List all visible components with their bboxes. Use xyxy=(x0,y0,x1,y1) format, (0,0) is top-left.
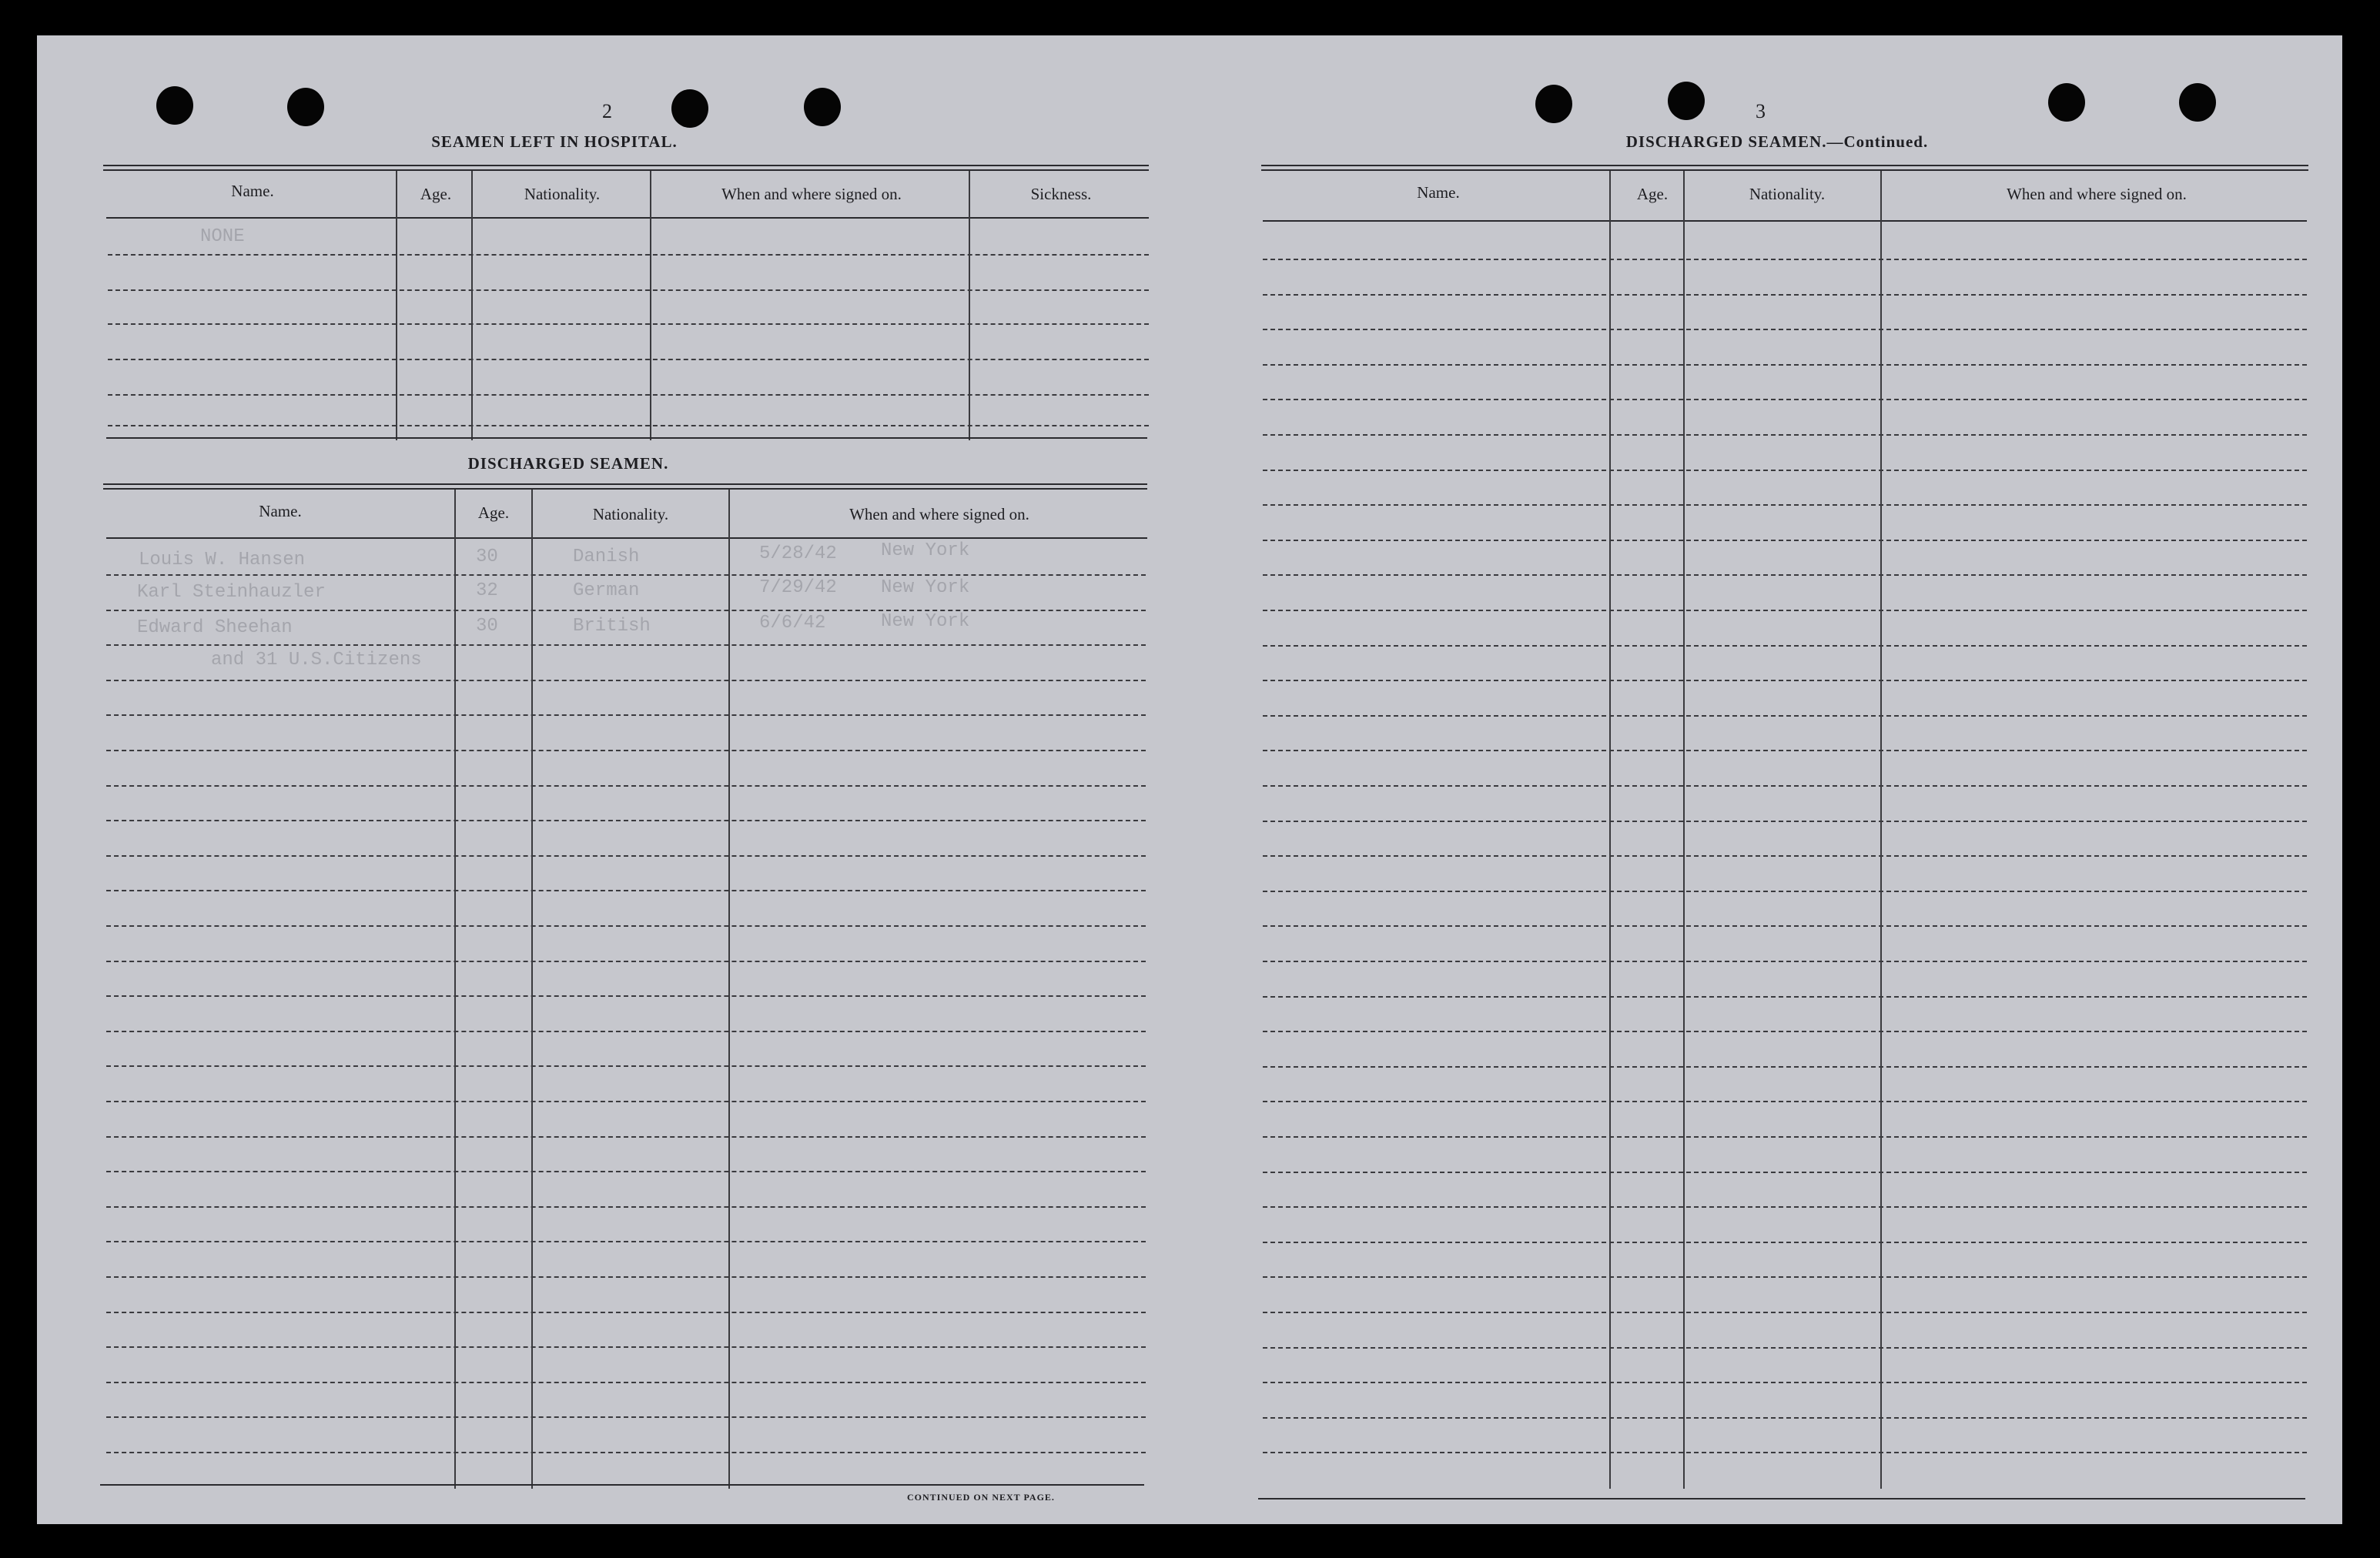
seaman-signed-on-date: 7/29/42 xyxy=(759,577,837,598)
page-bottom-rule xyxy=(1258,1498,2305,1499)
column-header-sickness: Sickness. xyxy=(1030,185,1092,203)
row-line xyxy=(1263,1206,2307,1208)
discharged-section-title: DISCHARGED SEAMEN. xyxy=(467,454,669,473)
column-header-signed-on: When and where signed on. xyxy=(849,505,1029,523)
hospital-entry-name: NONE xyxy=(200,226,245,247)
title-rule xyxy=(1261,169,2308,171)
row-line xyxy=(106,680,1146,681)
punch-hole xyxy=(804,88,841,126)
column-header-name: Name. xyxy=(259,502,302,520)
title-rule xyxy=(103,165,1149,166)
row-line xyxy=(106,644,1146,646)
row-line xyxy=(106,1065,1146,1067)
hospital-section-title: SEAMEN LEFT IN HOSPITAL. xyxy=(431,132,678,151)
page-bottom-rule xyxy=(100,1484,1144,1486)
row-line xyxy=(1263,399,2307,400)
row-line xyxy=(1263,1347,2307,1349)
column-header-name: Name. xyxy=(231,182,274,200)
row-line xyxy=(1263,1276,2307,1278)
seaman-nationality: German xyxy=(573,580,640,601)
punch-hole xyxy=(156,86,193,125)
row-line xyxy=(1263,1382,2307,1383)
column-divider xyxy=(728,490,730,1489)
seaman-summary-note: and 31 U.S.Citizens xyxy=(211,650,422,670)
row-line xyxy=(1263,1066,2307,1068)
column-divider xyxy=(471,171,473,440)
row-line xyxy=(106,961,1146,962)
title-rule xyxy=(1261,165,2308,166)
row-line xyxy=(106,1171,1146,1172)
row-line xyxy=(106,995,1146,997)
column-header-nationality: Nationality. xyxy=(1749,185,1826,203)
column-header-nationality: Nationality. xyxy=(524,185,601,203)
title-rule xyxy=(103,483,1147,485)
row-line xyxy=(1263,294,2307,296)
title-rule xyxy=(103,488,1147,490)
row-line xyxy=(106,714,1146,716)
seaman-nationality: British xyxy=(573,616,651,637)
punch-hole xyxy=(671,89,708,128)
header-rule xyxy=(1263,220,2307,222)
row-line xyxy=(106,1416,1146,1418)
section-bottom-rule xyxy=(106,437,1147,439)
row-line xyxy=(1263,329,2307,330)
column-header-age: Age. xyxy=(420,185,452,203)
row-line xyxy=(1263,504,2307,506)
row-line xyxy=(106,574,1146,576)
row-line xyxy=(1263,540,2307,541)
header-rule xyxy=(106,537,1147,539)
column-divider xyxy=(1609,171,1611,1489)
row-line xyxy=(108,359,1149,360)
row-line xyxy=(106,890,1146,891)
punch-hole xyxy=(2048,83,2085,122)
row-line xyxy=(106,925,1146,927)
row-line xyxy=(106,785,1146,787)
seaman-name: Karl Steinhauzler xyxy=(137,582,326,603)
row-line xyxy=(1263,821,2307,822)
row-line xyxy=(1263,996,2307,998)
discharged-continued-title: DISCHARGED SEAMEN.—Continued. xyxy=(1625,132,1929,151)
row-line xyxy=(1263,1452,2307,1453)
seaman-signed-on-date: 6/6/42 xyxy=(759,613,826,634)
row-line xyxy=(1263,855,2307,857)
column-divider xyxy=(1683,171,1685,1489)
row-line xyxy=(106,1312,1146,1313)
row-line xyxy=(106,855,1146,857)
row-line xyxy=(106,610,1146,611)
column-divider xyxy=(531,490,533,1489)
punch-hole xyxy=(287,88,324,126)
punch-hole xyxy=(1535,85,1572,123)
seaman-name: Louis W. Hansen xyxy=(139,550,306,570)
row-line xyxy=(1263,680,2307,681)
row-line xyxy=(1263,891,2307,892)
row-line xyxy=(1263,645,2307,647)
row-line xyxy=(106,1452,1146,1453)
page-number: 2 xyxy=(602,100,612,122)
column-divider xyxy=(969,171,970,440)
column-header-age: Age. xyxy=(1636,185,1669,203)
row-line xyxy=(106,1346,1146,1348)
seaman-age: 30 xyxy=(476,547,498,567)
seaman-age: 30 xyxy=(476,616,498,637)
row-line xyxy=(106,1031,1146,1032)
row-line xyxy=(106,1101,1146,1102)
continued-note: CONTINUED ON NEXT PAGE. xyxy=(907,1492,1055,1503)
seaman-signed-on-place: New York xyxy=(881,611,970,632)
row-line xyxy=(106,750,1146,751)
punch-hole xyxy=(1668,82,1705,120)
row-line xyxy=(1263,1172,2307,1173)
row-line xyxy=(1263,1101,2307,1102)
row-line xyxy=(106,1276,1146,1278)
row-line xyxy=(1263,574,2307,576)
row-line xyxy=(108,254,1149,256)
row-line xyxy=(108,394,1149,396)
row-line xyxy=(1263,715,2307,717)
column-divider xyxy=(454,490,456,1489)
row-line xyxy=(1263,610,2307,611)
seaman-signed-on-date: 5/28/42 xyxy=(759,543,837,564)
row-line xyxy=(1263,1031,2307,1032)
punch-hole xyxy=(2179,83,2216,122)
row-line xyxy=(106,820,1146,821)
row-line xyxy=(1263,434,2307,436)
row-line xyxy=(1263,961,2307,962)
row-line xyxy=(1263,364,2307,366)
row-line xyxy=(106,1136,1146,1138)
column-divider xyxy=(396,171,397,440)
row-line xyxy=(1263,785,2307,787)
row-line xyxy=(1263,259,2307,260)
row-line xyxy=(1263,470,2307,471)
page-number: 3 xyxy=(1756,100,1766,122)
row-line xyxy=(1263,1417,2307,1419)
column-header-signed-on: When and where signed on. xyxy=(721,185,902,203)
row-line xyxy=(1263,1242,2307,1243)
document-sheet xyxy=(37,35,2342,1524)
seaman-signed-on-place: New York xyxy=(881,540,970,561)
row-line xyxy=(106,1382,1146,1383)
column-header-name: Name. xyxy=(1417,183,1460,202)
column-divider xyxy=(1880,171,1882,1489)
column-header-signed-on: When and where signed on. xyxy=(2007,185,2187,203)
seaman-signed-on-place: New York xyxy=(881,577,970,598)
row-line xyxy=(1263,1136,2307,1138)
seaman-name: Edward Sheehan xyxy=(137,617,293,638)
seaman-age: 32 xyxy=(476,580,498,601)
row-line xyxy=(108,289,1149,291)
row-line xyxy=(108,323,1149,325)
row-line xyxy=(108,425,1149,426)
row-line xyxy=(106,1206,1146,1208)
seaman-nationality: Danish xyxy=(573,547,640,567)
row-line xyxy=(106,1241,1146,1242)
row-line xyxy=(1263,925,2307,927)
column-header-age: Age. xyxy=(477,503,510,522)
row-line xyxy=(1263,750,2307,751)
column-divider xyxy=(650,171,651,440)
header-rule xyxy=(106,217,1149,219)
column-header-nationality: Nationality. xyxy=(592,505,669,523)
row-line xyxy=(1263,1312,2307,1313)
title-rule xyxy=(103,169,1149,171)
